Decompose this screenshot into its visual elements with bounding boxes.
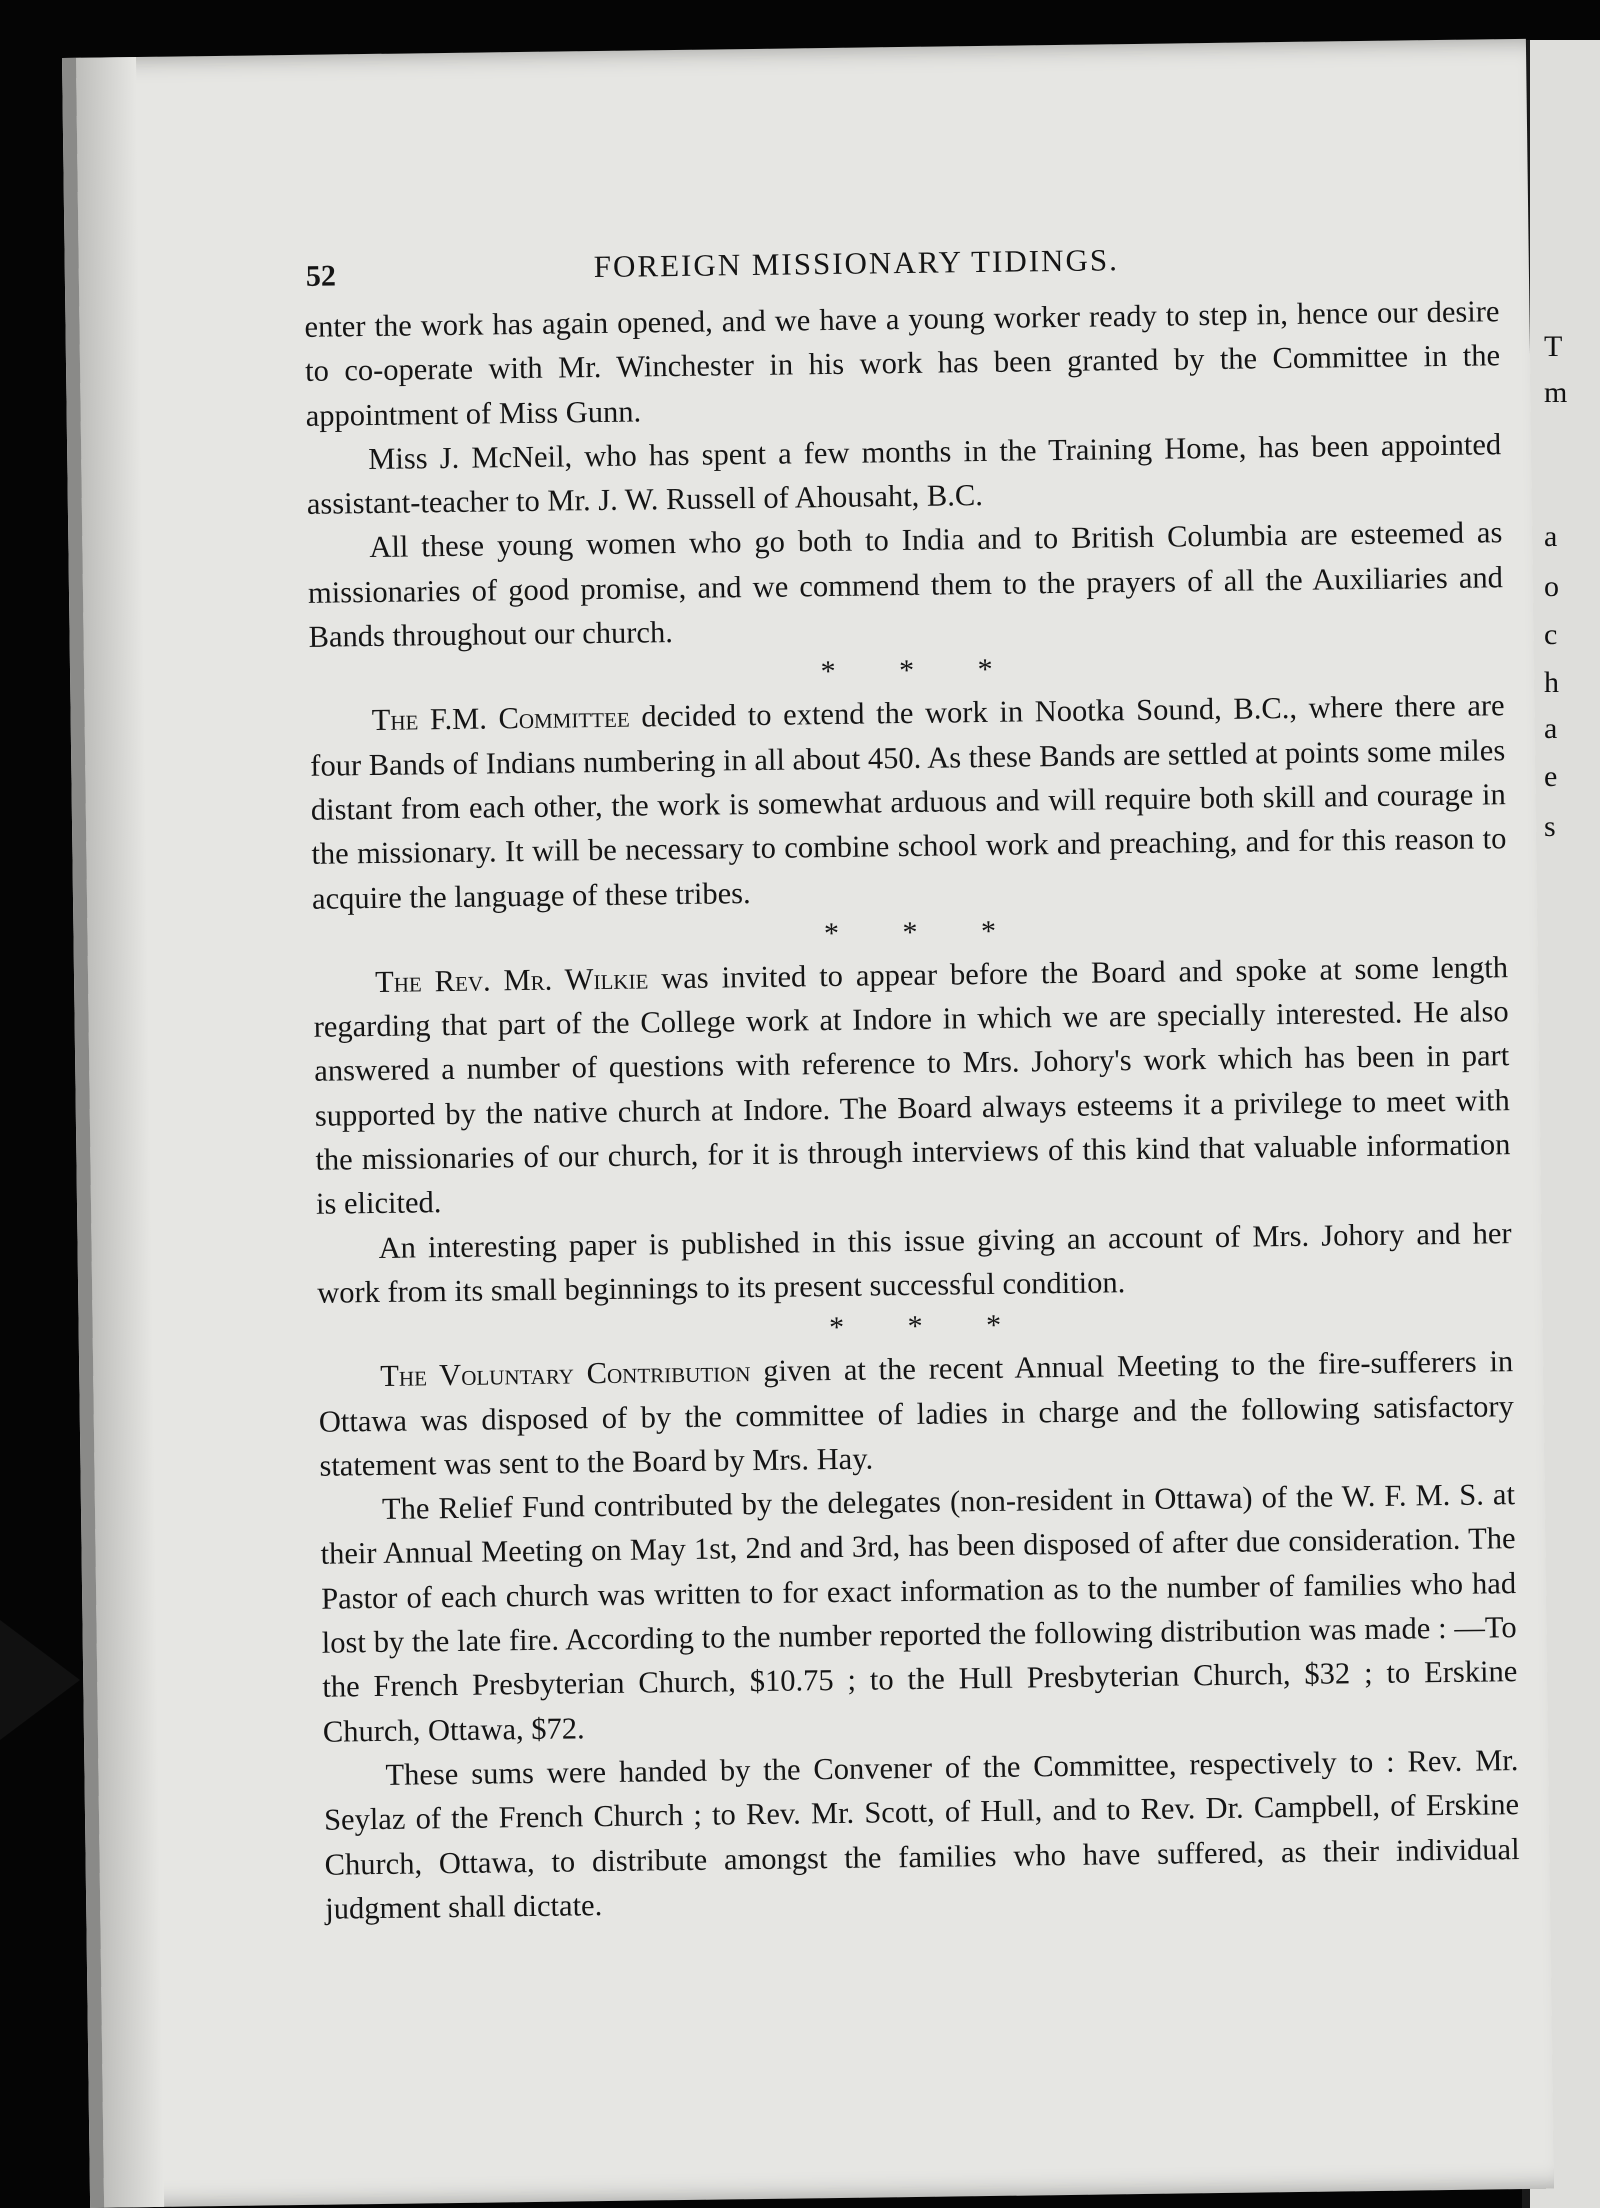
edge-letter: m <box>1544 376 1568 409</box>
page-edge-shadow <box>0 1620 80 1740</box>
book-page <box>62 39 1554 2208</box>
edge-letter: h <box>1544 666 1559 699</box>
edge-letter: o <box>1544 570 1559 603</box>
page-gutter <box>76 57 164 2208</box>
paragraph-body: decided to extend the work in Nootka Sound, B.C., where there are four Bands of Indians numbering in all about 450. As these Bands are settled at points some miles distant from each other, the work is somewhat arduous and will require both skill and courage in the missionary. It will be necessary to combine school work and preaching, and for this reason to acquire the language of these tribes. <box>310 688 1507 916</box>
edge-letter: a <box>1544 712 1558 745</box>
section-divider: * * * <box>823 914 1025 950</box>
paragraph: All these young women who go both to India and to British Columbia are esteemed as missionaries of good promise, and we commend them to the prayers of all the Auxiliaries and Bands throughout our church. <box>307 515 1504 654</box>
page-text <box>303 219 1520 1931</box>
paragraph <box>313 945 1511 1226</box>
paragraph-lead: The Voluntary Contribution <box>380 1354 751 1394</box>
paragraph-lead: The Rev. Mr. Wilkie <box>374 961 649 999</box>
paragraph <box>309 684 1507 921</box>
paragraph: These sums were handed by the Convener of the Committee, respectively to : Rev. Mr. Seylaz of the French Church ; to Rev. Mr. Scott, of Hull, and to Rev. Dr. Campbell, of Erskine Church, Ottawa, to distribute amongst the families who have suffered, as their individual judgment shall dictate. <box>323 1742 1520 1926</box>
paragraph-body: was invited to appear before the Board and spoke at some length regarding that part of the College work at Indore in which we are specially interested. He also answered a number of questions with reference to Mrs. Johory's work which has been in part supported by the native church at Indore. The Board always esteems it a privilege to meet with the missionaries of our church, for it is through interviews of this kind that valuable information is elicited. <box>313 950 1511 1222</box>
edge-letter: s <box>1544 810 1556 843</box>
paragraph: Miss J. McNeil, who has spent a few months in the Training Home, has been appointed assistant-teacher to Mr. J. W. Russell of Ahousaht, B.C. <box>306 427 1502 522</box>
edge-letter: e <box>1544 760 1558 793</box>
paragraph-body: given at the recent Annual Meeting to the fire-sufferers in Ottawa was disposed of by the committee of ladies in charge and the following satisfactory statement was sent to the Board by Mrs. Hay. <box>318 1344 1514 1483</box>
edge-letter: a <box>1544 520 1558 553</box>
paragraph: enter the work has again opened, and we have a young worker ready to step in, hence our desire to co-operate with Mr. Winchester in his work has been granted by the Committee in the appointment of Miss Gunn. <box>304 294 1501 433</box>
edge-letter: T <box>1544 330 1563 363</box>
section-divider: * * * <box>828 1308 1030 1345</box>
edge-letter: c <box>1544 618 1558 651</box>
page-number: 52 <box>305 259 337 293</box>
paragraph-lead: The F.M. Committee <box>371 700 630 738</box>
running-head: FOREIGN MISSIONARY TIDINGS. <box>593 242 1120 285</box>
paragraph: An interesting paper is published in this issue giving an account of Mrs. Johory and her work from its small beginnings to its present successful condition. <box>316 1215 1512 1310</box>
paragraph: The Relief Fund contributed by the delegates (non-resident in Ottawa) of the W. F. M. S. at their Annual Meeting on May 1st, 2nd and 3rd, has been disposed of after due consideration. The Pastor of each church was written to for exact information as to the number of families who had lost by the late fire. According to the number reported the following distribution was made : —To the French Presbyterian Church, $10.75 ; to the Hull Presbyterian Church, $32 ; to Erskine Church, Ottawa, $72. <box>320 1477 1518 1749</box>
section-divider: * * * <box>820 652 1021 689</box>
paragraph <box>318 1339 1515 1488</box>
